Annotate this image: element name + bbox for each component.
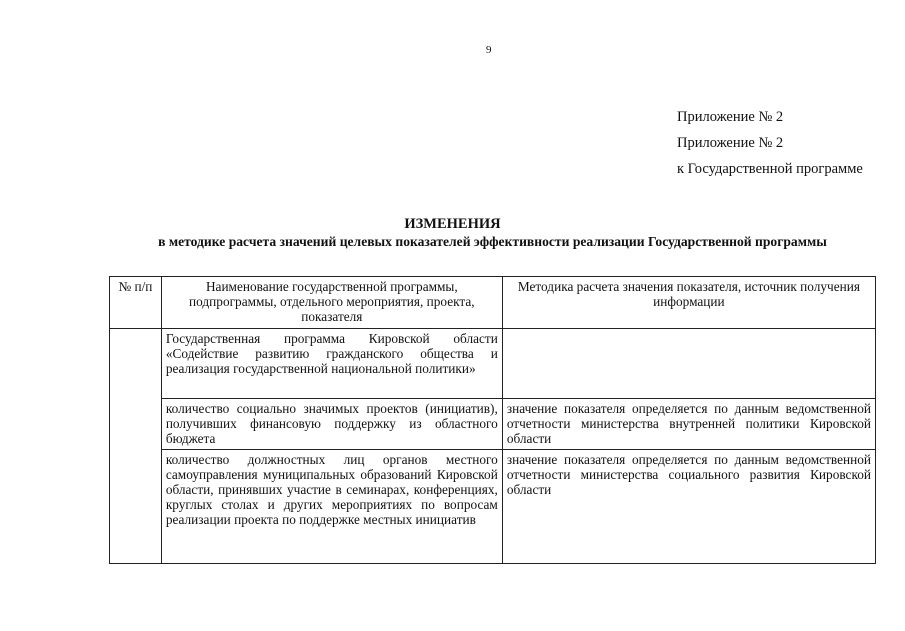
header-method: Методика расчета значения показателя, источник получения информации — [502, 277, 875, 329]
changes-table — [109, 276, 876, 564]
row-name-cell: количество социально значимых проектов (инициатив), получивших финансовую поддержку из областного бюджета — [161, 399, 502, 450]
header-num: № п/п — [110, 277, 162, 329]
row-name-cell: Государственная программа Кировской области «Содействие развитию гражданского общества и реализация государственной национальной политики» — [161, 329, 502, 399]
row-num-cell — [110, 329, 162, 564]
appendix-line-2: Приложение № 2 — [677, 135, 784, 151]
row-method-cell — [502, 329, 875, 399]
table-header-row — [110, 277, 876, 329]
appendix-line-1: Приложение № 2 — [677, 109, 784, 125]
row-method-cell: значение показателя определяется по данным ведомственной отчетности министерства внутренней политики Кировской области — [502, 399, 875, 450]
page-number: 9 — [486, 44, 492, 56]
header-name: Наименование государственной программы, подпрограммы, отдельного мероприятия, проекта, показателя — [161, 277, 502, 329]
table-row — [110, 399, 876, 450]
row-method-cell: значение показателя определяется по данным ведомственной отчетности министерства социального развития Кировской области — [502, 450, 875, 564]
table-row — [110, 329, 876, 399]
row-name-cell: количество должностных лиц органов местного самоуправления муниципальных образований Кировской области, принявших участие в семинарах, конференциях, круглых столах и других мероприятиях по вопросам реализации проекта по поддержке местных инициатив — [161, 450, 502, 564]
document-subtitle: в методике расчета значений целевых показателей эффективности реализации Государственной программы — [158, 234, 827, 249]
table-row — [110, 450, 876, 564]
document-title: ИЗМЕНЕНИЯ — [404, 216, 501, 232]
appendix-line-3: к Государственной программе — [677, 161, 863, 177]
